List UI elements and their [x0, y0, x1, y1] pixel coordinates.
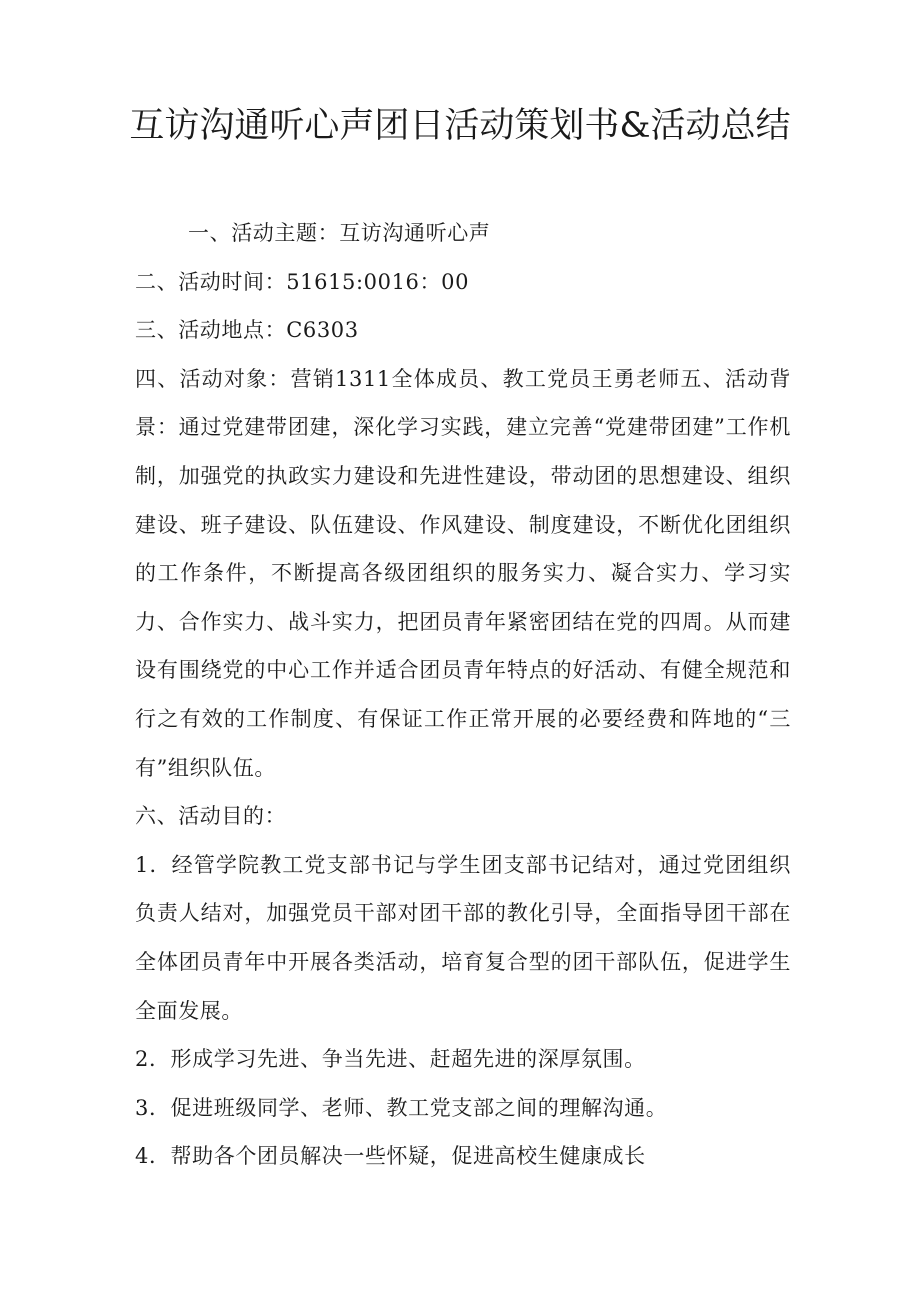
document-body [135, 209, 791, 1181]
paragraph-purpose-item-3: 3．促进班级同学、老师、教工党支部之间的理解沟通。 [135, 1095, 668, 1120]
paragraph-theme: 一、活动主题：互访沟通听心声 [188, 221, 491, 245]
document-title: 互访沟通听心声团日活动策划书&活动总结 [129, 106, 791, 146]
paragraph-purpose-heading: 六、活动目的： [135, 804, 287, 829]
paragraph-purpose-item-2: 2．形成学习先进、争当先进、赶超先进的深厚氛围。 [135, 1047, 646, 1072]
paragraph-participants-background: 四、活动对象：营销1311全体成员、教工党员王勇老师五、活动背景：通过党建带团建，深化学习实践，建立完善“党建带团建”工作机制，加强党的执政实力建设和先进性建设，带动团的思想建设、组织建设、班子建设、队伍建设、作风建设、制度建设，不断优化团组织的工作条件，不断提高各级团组织的服务实力、凝合实力、学习实力、合作实力、战斗实力，把团员青年紧密团结在党的四周。从而建设有围绕党的中心工作并适合团员青年特点的好活动、有健全规范和行之有效的工作制度、有保证工作正常开展的必要经费和阵地的“三有”组织队伍。 [135, 366, 791, 780]
paragraph-location: 三、活动地点：C6303 [135, 318, 359, 343]
paragraph-time: 二、活动时间：51615:0016：00 [135, 269, 470, 294]
paragraph-purpose-item-1: 1．经管学院教工党支部书记与学生团支部书记结对，通过党团组织负责人结对，加强党员干部对团干部的教化引导，全面指导团干部在全体团员青年中开展各类活动，培育复合型的团干部队伍，促进学生全面发展。 [135, 852, 791, 1023]
paragraph-purpose-item-4: 4．帮助各个团员解决一些怀疑，促进高校生健康成长 [135, 1144, 646, 1169]
